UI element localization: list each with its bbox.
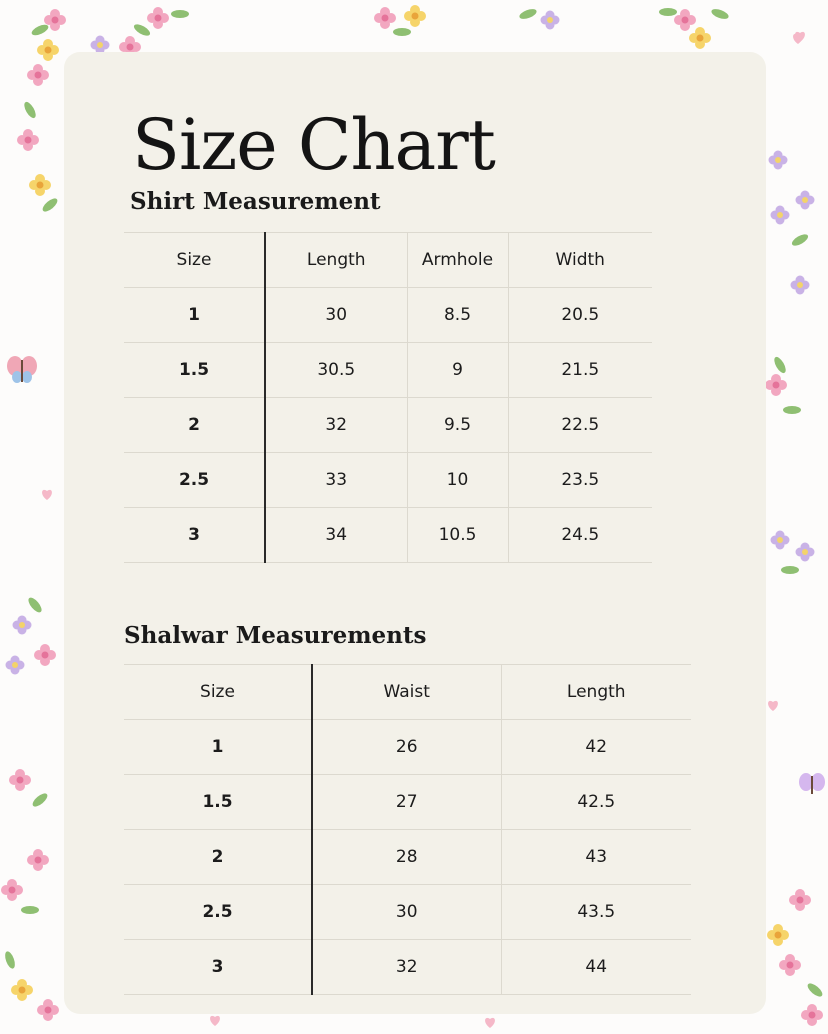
- table-header-row: [124, 665, 691, 720]
- column-header: Waist: [312, 665, 501, 720]
- table-cell: 42.5: [501, 775, 691, 830]
- size-chart-card: [64, 52, 766, 1014]
- table-cell: 22.5: [508, 398, 652, 453]
- column-header: Length: [501, 665, 691, 720]
- size-cell: 1.5: [124, 343, 265, 398]
- shalwar-heading: Shalwar Measurements: [124, 622, 427, 649]
- size-cell: 3: [124, 940, 312, 995]
- table-cell: 44: [501, 940, 691, 995]
- column-header: Length: [265, 233, 407, 288]
- table-cell: 23.5: [508, 453, 652, 508]
- table-cell: 9: [407, 343, 508, 398]
- column-header: Armhole: [407, 233, 508, 288]
- table-cell: 42: [501, 720, 691, 775]
- shalwar-table: [124, 664, 691, 995]
- size-cell: 1: [124, 288, 265, 343]
- floral-border-icon: [765, 34, 824, 1026]
- shirt-table: [124, 232, 652, 563]
- column-header: Size: [124, 233, 265, 288]
- table-cell: 32: [265, 398, 407, 453]
- size-cell: 2: [124, 398, 265, 453]
- table-cell: 20.5: [508, 288, 652, 343]
- table-row: [124, 940, 691, 995]
- table-cell: 9.5: [407, 398, 508, 453]
- table-row: [124, 343, 652, 398]
- table-cell: 21.5: [508, 343, 652, 398]
- table-cell: 8.5: [407, 288, 508, 343]
- table-cell: 33: [265, 453, 407, 508]
- table-row: [124, 830, 691, 885]
- table-row: [124, 398, 652, 453]
- table-cell: 43.5: [501, 885, 691, 940]
- heart-icon: [210, 1016, 495, 1028]
- table-row: [124, 288, 652, 343]
- size-cell: 2.5: [124, 885, 312, 940]
- table-cell: 10: [407, 453, 508, 508]
- size-cell: 3: [124, 508, 265, 563]
- table-cell: 10.5: [407, 508, 508, 563]
- table-cell: 34: [265, 508, 407, 563]
- table-cell: 30.5: [265, 343, 407, 398]
- table-cell: 28: [312, 830, 501, 885]
- table-row: [124, 775, 691, 830]
- size-cell: 1.5: [124, 775, 312, 830]
- table-cell: 24.5: [508, 508, 652, 563]
- table-row: [124, 453, 652, 508]
- floral-border-icon: [1, 100, 59, 1021]
- table-cell: 32: [312, 940, 501, 995]
- table-cell: 30: [265, 288, 407, 343]
- table-cell: 30: [312, 885, 501, 940]
- table-header-row: [124, 233, 652, 288]
- table-row: [124, 720, 691, 775]
- table-row: [124, 885, 691, 940]
- shirt-heading: Shirt Measurement: [130, 188, 381, 215]
- size-cell: 2.5: [124, 453, 265, 508]
- table-cell: 26: [312, 720, 501, 775]
- table-row: [124, 508, 652, 563]
- column-header: Size: [124, 665, 312, 720]
- column-header: Width: [508, 233, 652, 288]
- table-cell: 27: [312, 775, 501, 830]
- butterfly-icon: [7, 356, 37, 383]
- butterfly-icon: [799, 773, 825, 794]
- size-cell: 1: [124, 720, 312, 775]
- size-cell: 2: [124, 830, 312, 885]
- page-title: Size Chart: [132, 104, 495, 186]
- table-cell: 43: [501, 830, 691, 885]
